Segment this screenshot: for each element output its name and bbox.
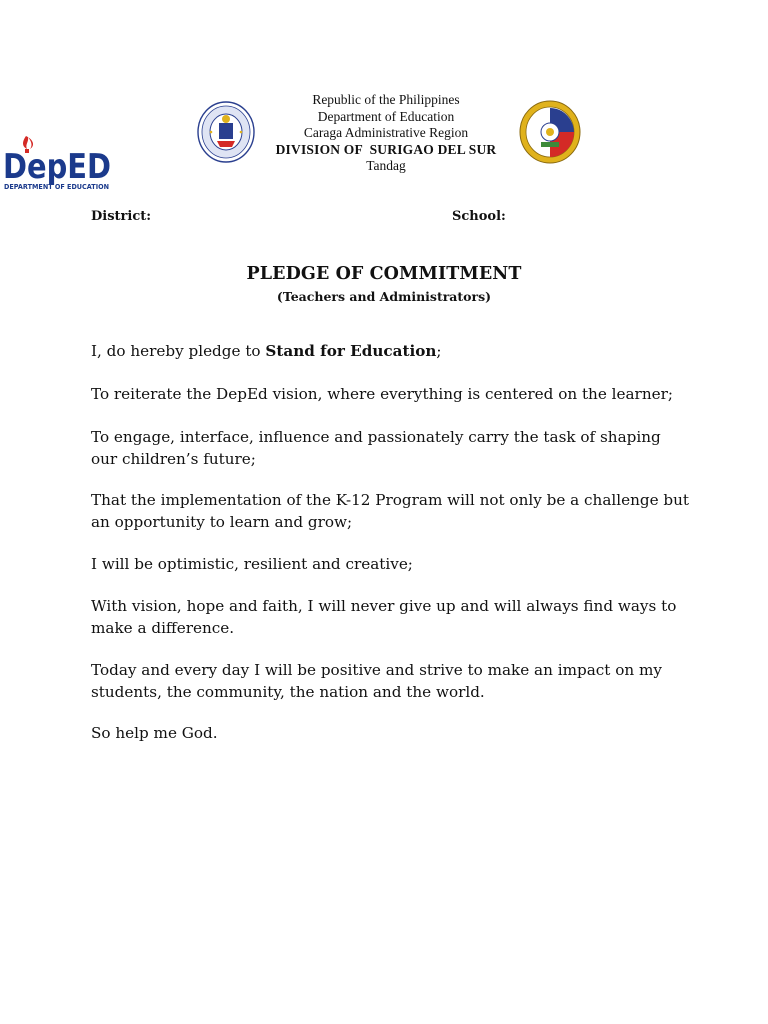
pledge-paragraph-7: Today and every day I will be positive and strive to make an impact on my students, the community, the nation and the world. [91,661,662,701]
pledge-paragraph-3: To engage, interface, influence and passionately carry the task of shaping our children’s future; [91,428,661,468]
deped-logo [2,132,114,194]
school-label: School: [452,209,506,224]
header-department: Department of Education [317,108,455,124]
pledge-p1-text: I, do hereby pledge to [91,342,266,360]
document-title: PLEDGE OF COMMITMENT [246,264,522,284]
header-division: DIVISION OF SURIGAO DEL SUR [275,141,497,157]
pledge-paragraph-1 [91,341,691,363]
header-country: Republic of the Philippines [312,92,460,107]
deped-tagline: DEPARTMENT OF EDUCATION [4,183,109,191]
pledge-p1-emphasis: Stand for Education [265,342,437,360]
header-region: Caraga Administrative Region [303,125,469,141]
pledge-p1-end: ; [436,342,442,360]
district-label: District: [91,209,152,224]
deped-wordmark: DepED [3,147,111,187]
pledge-paragraph-5: I will be optimistic, resilient and creative; [91,555,413,573]
document-subtitle: (Teachers and Administrators) [276,289,492,304]
pledge-paragraph-4: That the implementation of the K-12 Program will not only be a challenge but an opportunity to learn and grow; [91,491,690,531]
division-seal [519,100,581,164]
letterhead [260,92,512,175]
kagawaran-seal [197,101,255,163]
header-city: Tandag [366,158,406,174]
pledge-paragraph-6: With vision, hope and faith, I will never give up and will always find ways to make a difference. [91,597,677,637]
pledge-paragraph-2: To reiterate the DepEd vision, where everything is centered on the learner; [91,385,673,403]
pledge-closing: So help me God. [91,724,218,742]
